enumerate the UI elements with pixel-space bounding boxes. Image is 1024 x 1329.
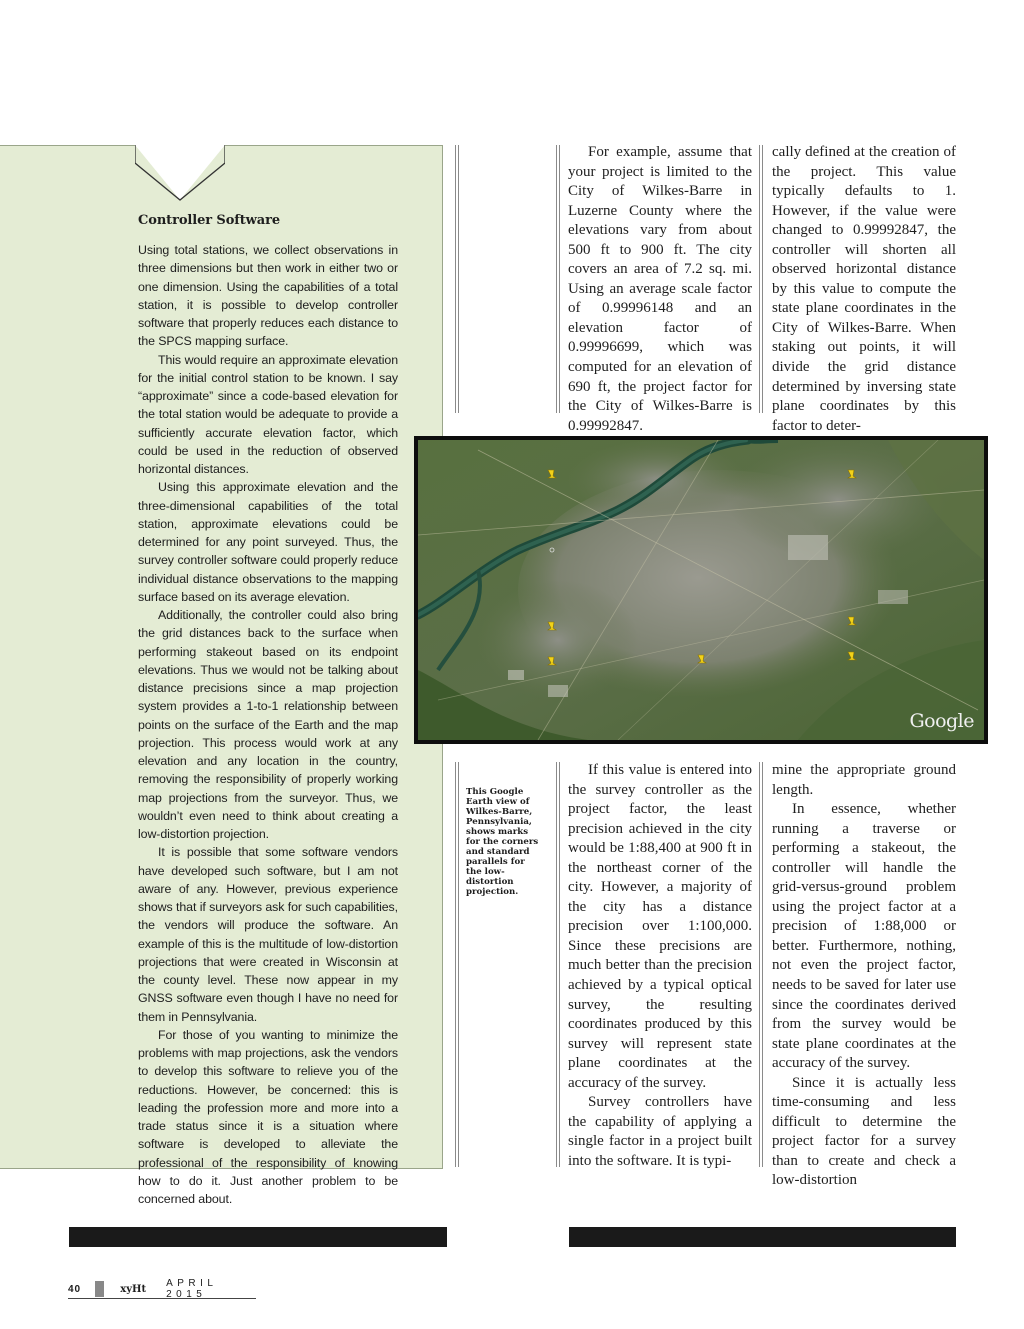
- body-paragraph: cally defined at the creation of the project. This value typically defaults to 1. However, if the value were changed to 0.99992847, the controller will shorten all observed horizontal distance by this value to compute the state plane coordinates in the City of Wilkes-Barre. When staking out points, it will divide the grid distance determined by inversing state plane coordinates by this factor to deter-: [772, 144, 956, 434]
- sidebar-paragraph: Using total stations, we collect observations in three dimensions but then work in either two or one dimension. Using the capabilities of a total station, it is possible to develop controller software that properly reduces each distance to the SPCS mapping surface.: [138, 243, 398, 349]
- column-rule: [455, 762, 459, 1167]
- column-rule: [759, 145, 763, 413]
- column-bottom-right: [772, 761, 956, 1191]
- sidebar-article: [138, 212, 398, 1208]
- body-paragraph: Since it is actually less time-consuming and less difficult to determine the project factor for a survey than to create and check a low-distortion: [772, 1074, 956, 1189]
- sidebar-heading: Controller Software: [138, 213, 281, 228]
- magazine-name: xyHt: [120, 1283, 147, 1295]
- column-rule: [556, 762, 560, 1167]
- satellite-map-image: [418, 440, 984, 740]
- google-watermark: Google: [909, 710, 974, 732]
- body-paragraph: mine the appropriate ground length.: [772, 762, 956, 798]
- footer-block-icon: [95, 1281, 104, 1297]
- footer-bar-right: [569, 1227, 956, 1247]
- figure-caption: This Google Earth view of Wilkes-Barre, Pennsylvania, shows marks for the corners and standard parallels for the low-distortion projection.: [466, 787, 539, 897]
- column-top-right: [772, 143, 956, 436]
- body-paragraph: If this value is entered into the survey controller as the project factor, the least precision achieved in the city would be 1:88,400 at 900 ft in the northeast corner of the city. However, a majority of the city has a distance precision over 1:100,000. Since these precisions are much better than the precision achieved by a typical optical survey, the resulting coordinates produced by this survey will represent state plane coordinates at the accuracy of the survey.: [568, 762, 752, 1091]
- sidebar-paragraph: This would require an approximate elevation for the initial control station to be known. I say “approximate” since a code-based elevation for the total station would be adequate to provide a sufficiently accurate elevation factor, which could be used in the reduction of observed horizontal distances.: [138, 352, 398, 476]
- page-number: 40: [68, 1283, 82, 1295]
- issue-date: APRIL 2015: [166, 1278, 218, 1300]
- column-rule: [556, 145, 560, 413]
- satellite-map-figure: [414, 436, 988, 744]
- body-paragraph: Survey controllers have the capability of applying a single factor in a project built into the software. It is typi-: [568, 1094, 752, 1169]
- column-top-left: [568, 143, 752, 436]
- sidebar-paragraph: Using this approximate elevation and the three-dimensional capabilities of the total station, approximate elevations could be determined for any point surveyed. Thus, the survey controller software could properly reduce individual distance observations to the mapping surface based on its average elevation.: [138, 480, 398, 604]
- sidebar-paragraph: It is possible that some software vendors have developed such software, but I am not aware of any. However, previous experience shows that if surveyors ask for such capabilities, the vendors will produce the software. An example of this is the multitude of low-distortion projections that were created in Wisconsin at the county level. These now appear in my GNSS software even though I have no need for them in Pennsylvania.: [138, 845, 398, 1024]
- page-footer: [68, 1280, 256, 1299]
- footer-bar-left: [69, 1227, 447, 1247]
- sidebar-paragraph: Additionally, the controller could also bring the grid distances back to the surface when performing stakeout based on its endpoint elevations. Thus we would not be talking about distance precisions since a map projection system provides a 1-to-1 relationship between points on the surface of the Earth and the map projection. This process would work at any elevation and any location in the country, removing the responsibility of properly working map projections from the surveyor. Thus, we wouldn’t even need to think about creating a low-distortion projection.: [138, 608, 398, 841]
- sidebar-notch-icon: [135, 145, 225, 201]
- body-paragraph: In essence, whether running a traverse or performing a stakeout, the controller will handle the grid-versus-ground problem using the project factor at a precision of 1:88,000 or better. Furthermore, nothing, not even the project factor, needs to be saved for later use since the coordinates derived from the survey would be state plane coordinates at the accuracy of the survey.: [772, 801, 956, 1072]
- sidebar-paragraph: For those of you wanting to minimize the problems with map projections, ask the vendors to develop this software to relieve you of the reductions. However, be concerned: this is leading the profession more and more into a trade status since it is a situation where software is developed to alleviate the professional of the responsibility of knowing how to do it. Just another problem to be concerned about.: [138, 1027, 398, 1206]
- body-paragraph: For example, assume that your project is limited to the City of Wilkes-Barre in Luzerne County where the elevations vary from about 500 ft to 900 ft. The city covers an area of 7.2 sq. mi. Using an average scale factor of 0.99996148 and an elevation factor of 0.99996699, which was computed for an elevation of 690 ft, the project factor for the City of Wilkes-Barre is 0.99992847.: [568, 144, 752, 434]
- column-bottom-left: [568, 761, 752, 1171]
- column-rule: [455, 145, 459, 413]
- column-rule: [759, 762, 763, 1167]
